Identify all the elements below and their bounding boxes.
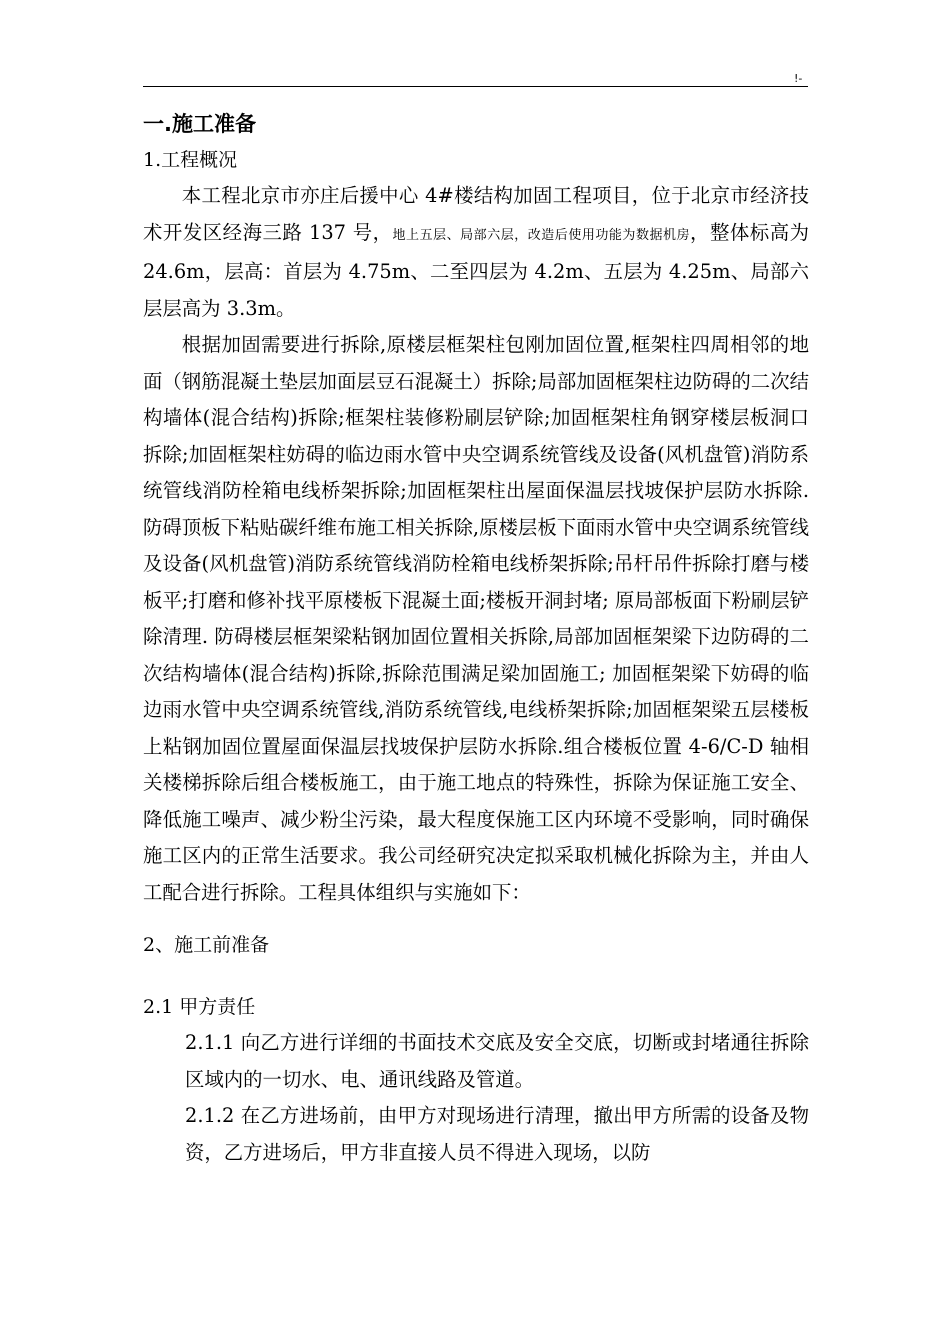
heading-construction-prep: 一.施工准备 — [143, 112, 256, 136]
page-mark: !- — [794, 72, 803, 85]
paragraph-overview-text-b: ，整体标高为 24.6m，层高：首层为 4.75m、二至四层为 4.2m、五层为 4.25m、局部六层层高为 3.3m。 — [143, 220, 810, 320]
paragraph-demolition-scope: 根据加固需要进行拆除,原楼层框架柱包刚加固位置,框架柱四周相邻的地面（钢筋混凝土垫层加面层豆石混凝土）拆除;局部加固框架柱边防碍的二次结构墙体(混合结构)拆除;框架柱装修粉刷层铲除;加固框架柱角钢穿楼层板洞口拆除;加固框架柱妨碍的临边雨水管中央空调系统管线及设备(风机盘管)消防系统管线消防栓箱电线桥架拆除;加固框架柱出屋面保温层找坡保护层防水拆除. 防碍顶板下粘贴碳纤维布施工相关拆除,原楼层板下面雨水管中央空调系统管线及设备(风机盘管)消防系统管线消防栓箱电线桥架拆除;吊杆吊件拆除打磨与楼板平;打磨和修补找平原楼板下混凝土面;楼板开洞封堵; 原局部板面下粉刷层铲除清理. 防碍楼层框架梁粘钢加固位置相关拆除,局部加固框架梁下边防碍的二次结构墙体(混合结构)拆除,拆除范围满足梁加固施工; 加固框架梁下妨碍的临边雨水管中央空调系统管线,消防系统管线,电线桥架拆除;加固框架梁五层楼板上粘钢加固位置屋面保温层找坡保护层防水拆除.组合楼板位置 4-6/C-D 轴相关楼梯拆除后组合楼板施工，由于施工地点的特殊性，拆除为保证施工安全、降低施工噪声、减少粉尘污染，最大程度保施工区内环境不受影响，同时确保施工区内的正常生活要求。我公司经研究决定拟采取机械化拆除为主，并由人工配合进行拆除。工程具体组织与实施如下： — [143, 333, 809, 904]
item-2-1-2: 2.1.2 在乙方进场前，由甲方对现场进行清理，撤出甲方所需的设备及物资，乙方进场后，甲方非直接人员不得进入现场，以防 — [185, 1104, 809, 1164]
document-body — [143, 106, 809, 1171]
section-project-overview-title: 1.工程概况 — [143, 149, 238, 171]
section-party-a-responsibility-title: 2.1 甲方责任 — [143, 996, 256, 1018]
paragraph-overview-small-note: 地上五层、局部六层，改造后使用功能为数据机房 — [392, 227, 691, 243]
header-rule — [143, 86, 808, 87]
item-2-1-1: 2.1.1 向乙方进行详细的书面技术交底及安全交底，切断或封堵通往拆除区域内的一切水、电、通讯线路及管道。 — [185, 1031, 809, 1091]
paragraph-overview-text-a: 本工程北京市亦庄后援中心 4#楼结构加固工程项目，位于北京市经济技术开发区经海三路 137 号， — [143, 184, 809, 244]
paragraph-project-overview — [143, 178, 809, 327]
section-pre-construction-title: 2、施工前准备 — [143, 934, 270, 956]
